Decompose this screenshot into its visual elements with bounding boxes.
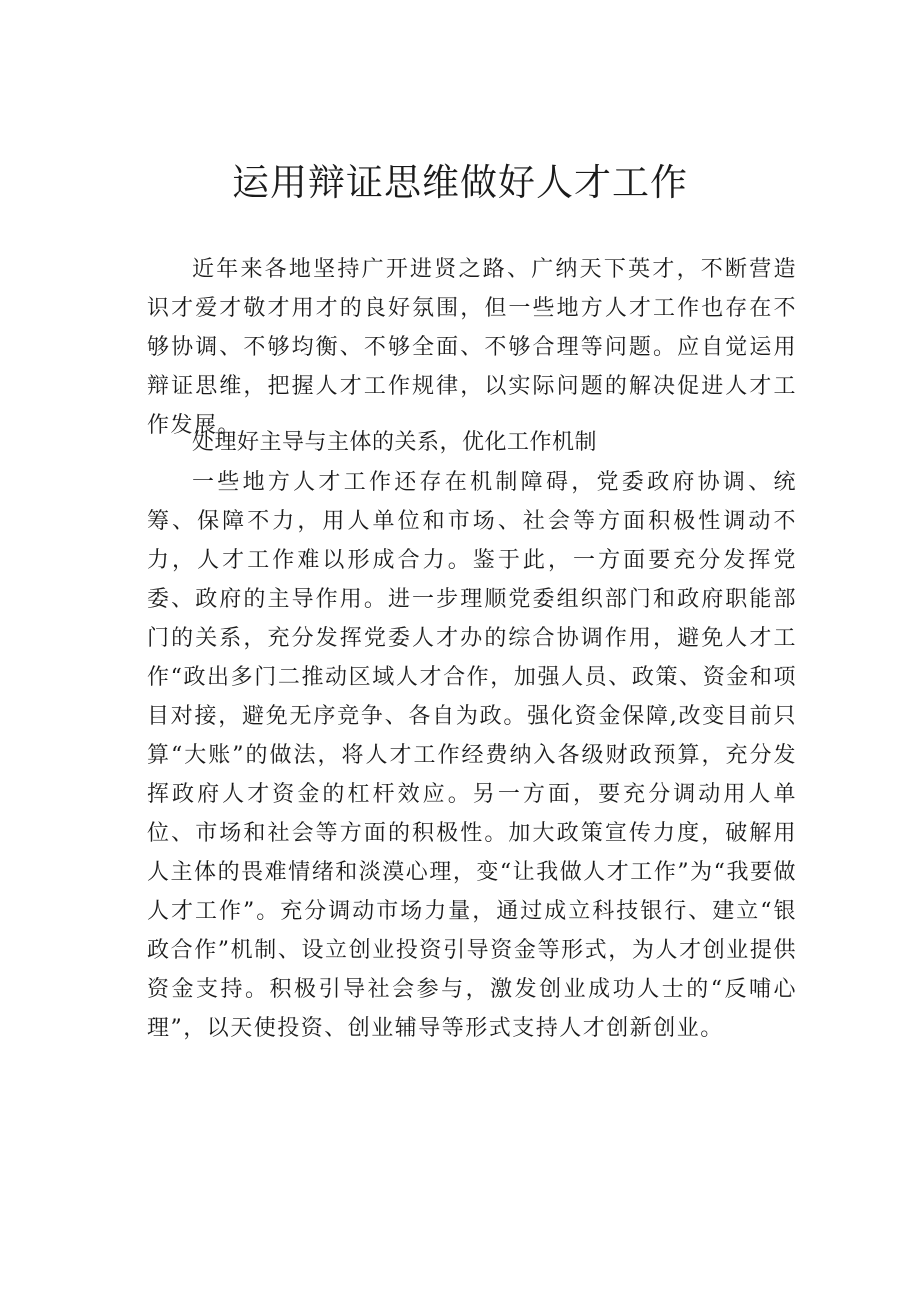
section-paragraph: 一些地方人才工作还存在机制障碍，党委政府协调、统筹、保障不力，用人单位和市场、社会等方面积极性调动不力，人才工作难以形成合力。鉴于此，一方面要充分发挥党委、政府的主导作用。进一步理顺党委组织部门和政府职能部门的关系，充分发挥党委人才办的综合协调作用，避免人才工作“政出多门二推动区域人才合作，加强人员、政策、资金和项目对接，避免无序竞争、各自为政。强化资金保障,改变目前只算“大账”的做法，将人才工作经费纳入各级财政预算，充分发挥政府人才资金的杠杆效应。另一方面，要充分调动用人单位、市场和社会等方面的积极性。加大政策宣传力度，破解用人主体的畏难情绪和淡漠心理，变“让我做人才工作”为“我要做人才工作”。充分调动市场力量，通过成立科技银行、建立“银政合作”机制、设立创业投资引导资金等形式，为人才创业提供资金支持。积极引导社会参与，激发创业成功人士的“反哺心理”，以天使投资、创业辅导等形式支持人才创新创业。 xyxy=(147,470,797,1041)
intro-paragraph: 近年来各地坚持广开进贤之路、广纳天下英才，不断营造识才爱才敬才用才的良好氛围，但一些地方人才工作也存在不够协调、不够均衡、不够全面、不够合理等问题。应自觉运用辩证思维，把握人才工作规律，以实际问题的解决促进人才工作发展。 xyxy=(147,257,797,438)
document-title: 运用辩证思维做好人才工作 xyxy=(232,161,688,204)
section-heading: 处理好主导与主体的关系，优化工作机制 xyxy=(192,430,598,455)
